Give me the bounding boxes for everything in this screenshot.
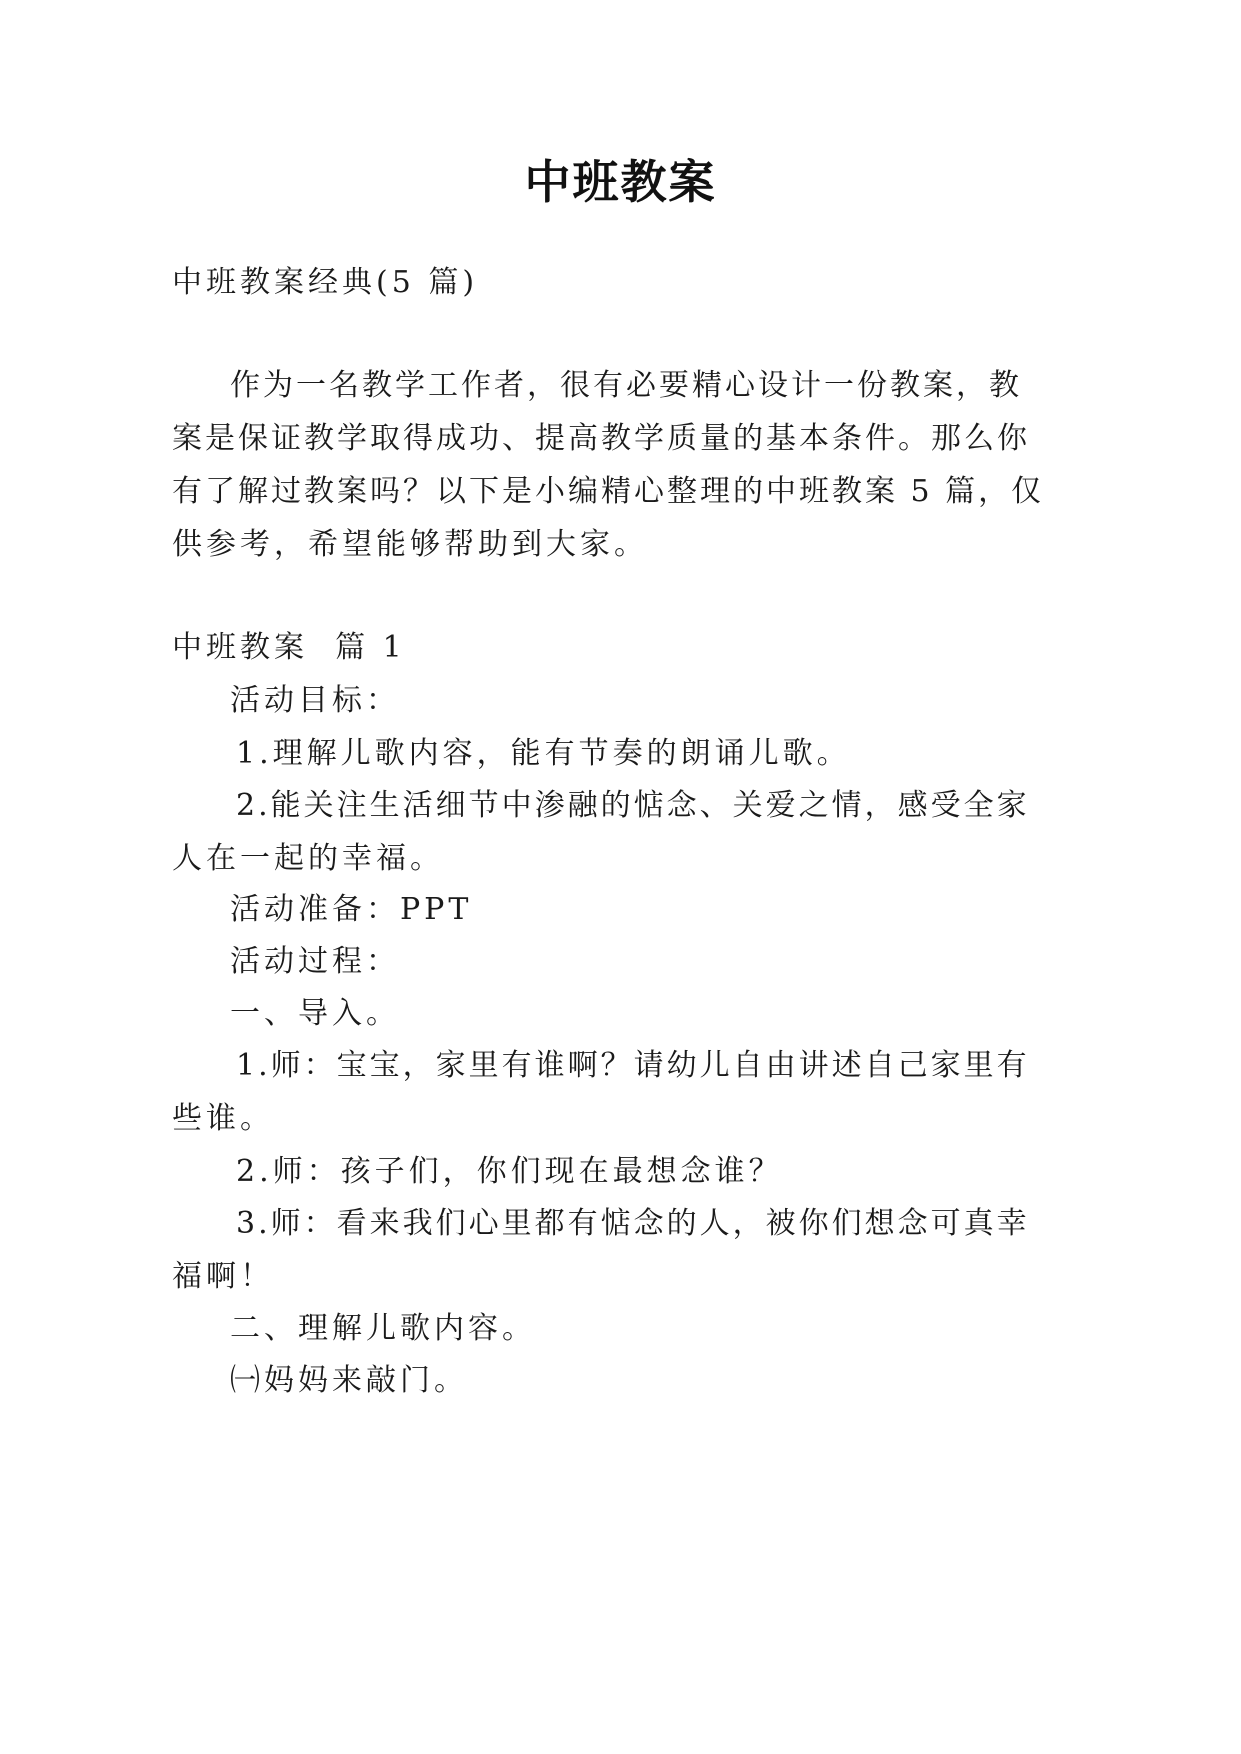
intro-line-4: 供参考，希望能够帮助到大家。 xyxy=(172,527,648,562)
goal-label: 活动目标： xyxy=(230,683,400,718)
process-label: 活动过程： xyxy=(230,944,400,979)
question-1-line-1: 1.师：宝宝，家里有谁啊？请幼儿自由讲述自己家里有 xyxy=(236,1048,1030,1083)
step-1-heading: 一、导入。 xyxy=(230,996,400,1031)
question-2: 2.师：孩子们，你们现在最想念谁？ xyxy=(236,1154,783,1189)
question-1-line-2: 些谁。 xyxy=(172,1101,274,1136)
page-title: 中班教案 xyxy=(524,155,717,209)
sub-item-1: ㈠妈妈来敲门。 xyxy=(230,1363,468,1398)
intro-line-3: 有了解过教案吗？以下是小编精心整理的中班教案 5 篇，仅 xyxy=(172,474,1045,509)
document-subtitle: 中班教案经典(5 篇) xyxy=(172,265,479,300)
question-3-line-1: 3.师：看来我们心里都有惦念的人，被你们想念可真幸 xyxy=(236,1206,1030,1241)
activity-prep: 活动准备：PPT xyxy=(230,892,473,927)
intro-line-2: 案是保证教学取得成功、提高教学质量的基本条件。那么你 xyxy=(172,421,1030,456)
intro-line-1: 作为一名教学工作者，很有必要精心设计一份教案，教 xyxy=(230,368,1022,403)
goal-item-1: 1.理解儿歌内容，能有节奏的朗诵儿歌。 xyxy=(236,736,851,771)
goal-item-2-line-1: 2.能关注生活细节中渗融的惦念、关爱之情，感受全家 xyxy=(236,788,1030,823)
question-3-line-2: 福啊！ xyxy=(172,1259,274,1294)
step-2-heading: 二、理解儿歌内容。 xyxy=(230,1311,536,1346)
goal-item-2-line-2: 人在一起的幸福。 xyxy=(172,841,444,876)
section-heading: 中班教案 篇 1 xyxy=(172,630,406,665)
